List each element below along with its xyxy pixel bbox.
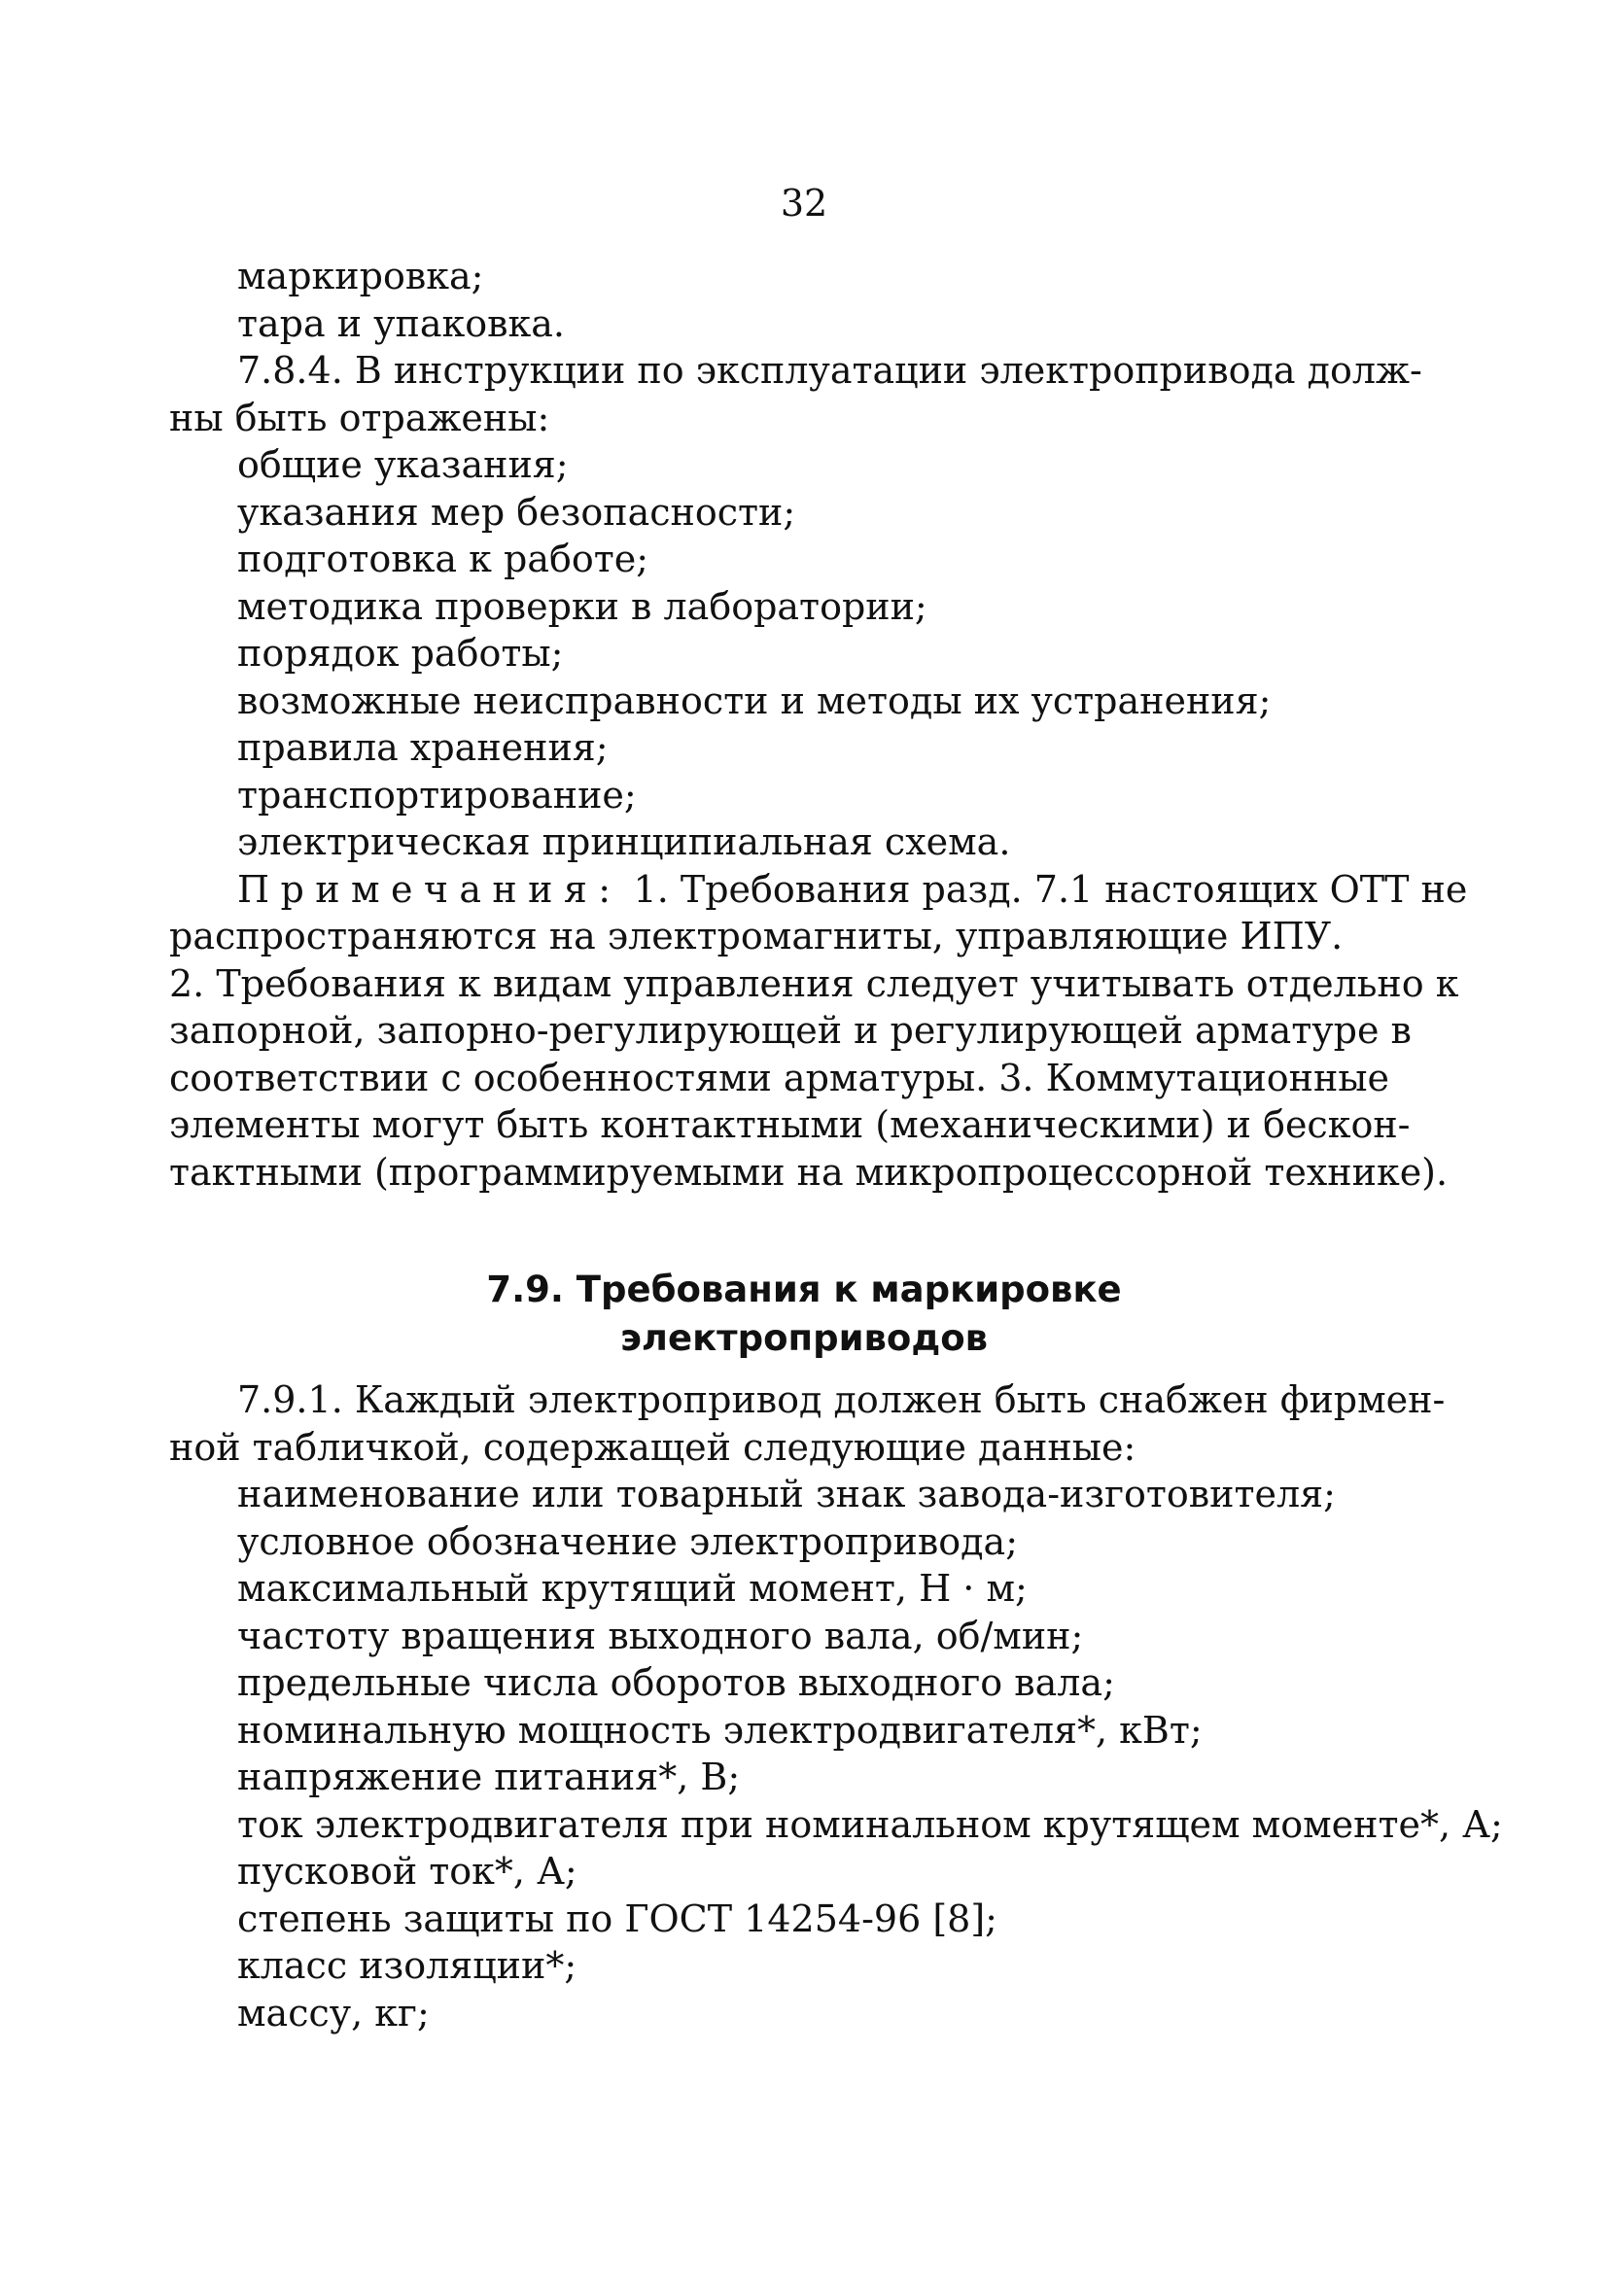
list-item: максимальный крутящий момент, Н · м; — [237, 1567, 1028, 1610]
section-7-9-text — [169, 1376, 1503, 2036]
list-item: класс изоляции*; — [237, 1944, 577, 1987]
list-item: указания мер безопасности; — [237, 490, 796, 534]
list-item: частоту вращения выходного вала, об/мин; — [237, 1614, 1084, 1657]
paragraph-line: ной табличкой, содержащей следующие данные: — [169, 1425, 1136, 1469]
list-item: порядок работы; — [237, 632, 564, 675]
list-item: правила хранения; — [237, 726, 609, 769]
list-item: методика проверки в лаборатории; — [237, 584, 927, 628]
notes-line: соответствии с особенностями арматуры. 3. Коммутационные — [169, 1056, 1390, 1099]
paragraph-line: 7.8.4. В инструкции по эксплуатации электропривода долж- — [237, 349, 1422, 392]
notes-line: распространяются на электромагниты, управляющие ИПУ. — [169, 915, 1344, 957]
section-heading — [0, 1266, 1608, 1363]
list-item: массу, кг; — [237, 1991, 430, 2035]
notes-line: 2. Требования к видам управления следует учитывать отдельно к — [169, 961, 1459, 1005]
list-item: электрическая принципиальная схема. — [237, 820, 1011, 863]
list-item: маркировка; — [237, 255, 484, 297]
list-item: номинальную мощность электродвигателя*, кВт; — [237, 1708, 1203, 1752]
paragraph-line: 7.9.1. Каждый электропривод должен быть снабжен фирмен- — [237, 1378, 1446, 1421]
notes-first-line — [169, 866, 1468, 914]
list-item: возможные неисправности и методы их устранения; — [237, 678, 1272, 722]
list-item: предельные числа оборотов выходного вала; — [237, 1661, 1115, 1704]
list-item: тара и упаковка. — [237, 301, 565, 345]
list-item: пусковой ток*, А; — [237, 1850, 577, 1893]
list-item: степень защиты по ГОСТ 14254-96 [8]; — [237, 1896, 997, 1940]
notes-line: запорной, запорно-регулирующей и регулирующей арматуре в — [169, 1009, 1412, 1052]
page-number: 32 — [780, 182, 828, 225]
notes-first-line-text: 1. Требования разд. 7.1 настоящих ОТТ не — [621, 867, 1468, 911]
list-item: транспортирование; — [237, 773, 637, 817]
list-item: общие указания; — [237, 443, 569, 486]
list-item: подготовка к работе; — [237, 538, 649, 580]
section-heading-line-1: 7.9. Требования к маркировке — [486, 1269, 1122, 1310]
section-heading-line-2: электроприводов — [619, 1317, 989, 1359]
list-item: наименование или товарный знак завода-изготовителя; — [237, 1473, 1336, 1515]
notes-line: тактными (программируемыми на микропроцессорной технике). — [169, 1150, 1449, 1194]
list-item: условное обозначение электропривода; — [237, 1519, 1018, 1563]
paragraph-line: ны быть отражены: — [169, 396, 550, 439]
notes-label: Примечания: — [237, 867, 622, 911]
list-item: напряжение питания*, В; — [237, 1756, 741, 1798]
notes-line: элементы могут быть контактными (механическими) и бескон- — [169, 1103, 1411, 1146]
section-7-8-text — [169, 253, 1468, 1196]
list-item: ток электродвигателя при номинальном крутящем моменте*, А; — [237, 1802, 1503, 1846]
